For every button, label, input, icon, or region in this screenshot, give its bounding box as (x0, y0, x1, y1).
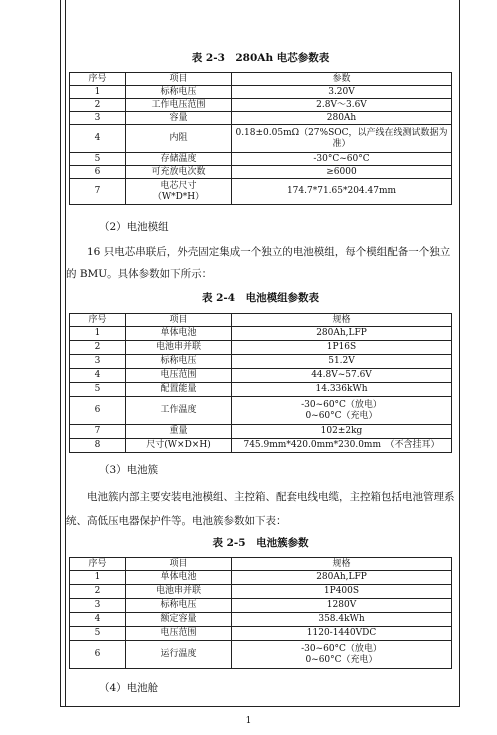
cell: 2 (70, 585, 126, 599)
col-header: 项目 (126, 314, 232, 327)
cell: 7 (70, 425, 126, 439)
cell-line: 0~60°C（充电） (305, 654, 378, 665)
table-row (70, 383, 452, 397)
cell: 51.2V (232, 355, 452, 369)
table-2-5-caption: 表 2-5 电池簇参数 (212, 537, 309, 549)
cell: 7 (70, 179, 126, 205)
section-3-paragraph: 电池簇内部主要安装电池模组、主控箱、配套电线电缆，主控箱包括电池管理系统、高低压电器保护件等。电池簇参数如下表： (66, 491, 455, 527)
cell: 8 (70, 439, 126, 453)
cell: 280Ah,LFP (232, 327, 452, 341)
cell: 1P16S (232, 341, 452, 355)
cell: -30°C~60°C (232, 153, 452, 166)
section-2-paragraph: 16 只电芯串联后，外壳固定集成一个独立的电池模组，每个模组配备一个独立的 BMU。具体参数如下所示： (66, 246, 451, 280)
cell (232, 397, 452, 425)
table-header-row (70, 558, 452, 571)
cell: 6 (70, 641, 126, 669)
cell: 280Ah,LFP (232, 571, 452, 585)
cell: ≥6000 (232, 166, 452, 179)
cell: 1P400S (232, 585, 452, 599)
cell: 6 (70, 166, 126, 179)
cell: 0.18±0.05mΩ（27%SOC，以产线在线测试数据为准） (232, 125, 452, 153)
table-row (70, 327, 452, 341)
cell: 280Ah (232, 112, 452, 125)
cell: 2 (70, 341, 126, 355)
cell: 3.20V (232, 86, 452, 99)
section-4-title: （4）电池舱 (99, 682, 159, 694)
cell: 运行温度 (126, 641, 232, 669)
col-header: 序号 (70, 558, 126, 571)
cell: 内阻 (126, 125, 232, 153)
table-header-row (70, 314, 452, 327)
cell: 44.8V~57.6V (232, 369, 452, 383)
cell: 1 (70, 571, 126, 585)
table-row (70, 125, 452, 153)
cell: 标称电压 (126, 86, 232, 99)
cell: 2.8V～3.6V (232, 99, 452, 112)
table-header-row (70, 73, 452, 86)
cell-line: -30~60°C（放电） (301, 643, 382, 654)
cell: 5 (70, 153, 126, 166)
cell-line: 0~60°C（充电） (305, 410, 378, 421)
cell: 电池串并联 (126, 585, 232, 599)
cell: 电压范围 (126, 627, 232, 641)
table-row (70, 112, 452, 125)
table-row (70, 355, 452, 369)
cell: 5 (70, 627, 126, 641)
section-3-title: （3）电池簇 (99, 464, 159, 476)
cell: 容量 (126, 112, 232, 125)
table-2-3-caption: 表 2-3 280Ah 电芯参数表 (191, 52, 330, 64)
table-2-4-caption: 表 2-4 电池模组参数表 (201, 292, 320, 304)
table-row (70, 99, 452, 112)
module-parameter-table (69, 313, 452, 453)
cell: 可充放电次数 (126, 166, 232, 179)
table-row (70, 166, 452, 179)
table-row (70, 571, 452, 585)
col-header: 项目 (126, 558, 232, 571)
cell: 重量 (126, 425, 232, 439)
cell: 电池串并联 (126, 341, 232, 355)
table-row (70, 641, 452, 669)
cell: 电压范围 (126, 369, 232, 383)
cell: 2 (70, 99, 126, 112)
cell: 14.336kWh (232, 383, 452, 397)
table-row (70, 369, 452, 383)
table-row (70, 439, 452, 453)
cell: 电芯尺寸（W*D*H） (126, 179, 232, 205)
cell-line: -30~60°C（放电） (301, 399, 382, 410)
cell: 3 (70, 599, 126, 613)
section-2-title: （2）电池模组 (99, 221, 169, 233)
cell: 标称电压 (126, 599, 232, 613)
cell: 5 (70, 383, 126, 397)
table-row (70, 613, 452, 627)
col-header: 项目 (126, 73, 232, 86)
table-row (70, 425, 452, 439)
cluster-parameter-table (69, 557, 452, 669)
table-row (70, 599, 452, 613)
cell: 工作电压范围 (126, 99, 232, 112)
cell (232, 641, 452, 669)
margin-rule (65, 0, 66, 706)
table-row (70, 627, 452, 641)
col-header: 规格 (232, 558, 452, 571)
cell: 3 (70, 112, 126, 125)
cell: 工作温度 (126, 397, 232, 425)
table-row (70, 86, 452, 99)
cell: 额定容量 (126, 613, 232, 627)
table-row (70, 341, 452, 355)
col-header: 规格 (232, 314, 452, 327)
cell-parameter-table (69, 72, 452, 205)
cell: 单体电池 (126, 327, 232, 341)
table-row (70, 153, 452, 166)
cell: 102±2kg (232, 425, 452, 439)
cell: 1 (70, 86, 126, 99)
cell: 174.7*71.65*204.47mm (232, 179, 452, 205)
table-row (70, 585, 452, 599)
cell: 配置能量 (126, 383, 232, 397)
col-header: 参数 (232, 73, 452, 86)
cell: 1120-1440VDC (232, 627, 452, 641)
table-row (70, 397, 452, 425)
col-header: 序号 (70, 73, 126, 86)
cell: 1280V (232, 599, 452, 613)
page-number: 1 (245, 716, 252, 726)
cell: 存储温度 (126, 153, 232, 166)
cell: 单体电池 (126, 571, 232, 585)
cell: 1 (70, 327, 126, 341)
table-row (70, 179, 452, 205)
cell: 4 (70, 125, 126, 153)
cell: 4 (70, 613, 126, 627)
cell: 尺寸(W×D×H) (126, 439, 232, 453)
cell: 358.4kWh (232, 613, 452, 627)
cell: 6 (70, 397, 126, 425)
cell: 标称电压 (126, 355, 232, 369)
col-header: 序号 (70, 314, 126, 327)
cell: 3 (70, 355, 126, 369)
cell: 745.9mm*420.0mm*230.0mm （不含挂耳） (232, 439, 452, 453)
cell: 4 (70, 369, 126, 383)
